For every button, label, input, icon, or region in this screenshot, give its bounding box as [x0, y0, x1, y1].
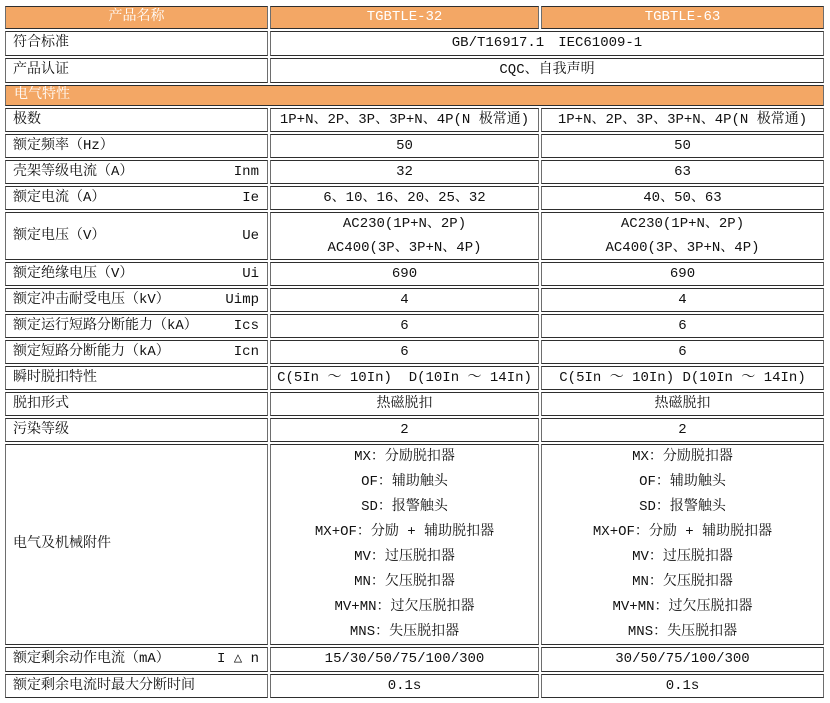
residual-current-value-a-cell — [270, 647, 539, 672]
impulse-voltage-value-a-cell — [270, 288, 539, 312]
tripping-type-value-a: 热磁脱扣 — [376, 395, 433, 412]
accessory-a-sd: SD：报警触头 — [361, 498, 448, 515]
accessory-b-mx-of: MX+OF：分励 + 辅助脱扣器 — [592, 523, 773, 540]
rated-current-label: 额定电流（A） — [13, 189, 106, 206]
max-breaking-time-value-b: 0.1s — [665, 677, 700, 694]
rated-voltage-label-cell — [5, 212, 268, 260]
row-service-breaking-capacity — [5, 314, 824, 338]
row-max-breaking-time — [5, 674, 824, 698]
frame-current-value-a-cell — [270, 160, 539, 184]
ultimate-breaking-value-a-cell — [270, 340, 539, 364]
accessories-label-cell — [5, 444, 268, 645]
residual-current-label: 额定剩余动作电流（mA） — [13, 651, 170, 668]
ultimate-breaking-value-b: 6 — [678, 343, 687, 360]
accessory-a-of: OF：辅助触头 — [361, 473, 448, 490]
section-electrical-characteristics — [5, 85, 824, 106]
accessories-value-b-cell — [541, 444, 824, 645]
instantaneous-tripping-value-b-cell — [541, 366, 824, 390]
service-breaking-value-b-cell — [541, 314, 824, 338]
accessory-b-sd: SD：报警触头 — [639, 498, 726, 515]
rated-voltage-value-a-cell — [270, 212, 539, 260]
impulse-voltage-label: 额定冲击耐受电压（kV） — [13, 291, 170, 308]
accessories-label: 电气及机械附件 — [13, 536, 111, 553]
rated-voltage-value-a-line1: AC230(1P+N、2P) — [342, 216, 467, 232]
row-rated-current — [5, 186, 824, 210]
accessory-a-mv-mn: MV+MN：过欠压脱扣器 — [334, 598, 475, 615]
instantaneous-tripping-value-a: C(5In ～ 10In) D(10In ～ 14In) — [277, 369, 532, 386]
pollution-degree-value-b: 2 — [678, 421, 687, 438]
rated-current-value-a-cell — [270, 186, 539, 210]
frequency-value-a: 50 — [396, 137, 413, 154]
insulation-voltage-value-a: 690 — [391, 265, 418, 282]
poles-value-b-cell — [541, 108, 824, 132]
accessory-a-mns: MNS：失压脱扣器 — [349, 623, 460, 640]
accessory-a-mv: MV：过压脱扣器 — [354, 548, 455, 565]
accessory-a-mx-of: MX+OF：分励 + 辅助脱扣器 — [314, 523, 495, 540]
instantaneous-tripping-value-b: C(5In ～ 10In) D(10In ～ 14In) — [559, 369, 806, 386]
poles-value-a: 1P+N、2P、3P、3P+N、4P(N 极常通) — [279, 111, 530, 128]
frame-current-label: 壳架等级电流（A） — [13, 163, 134, 180]
frequency-label-cell — [5, 134, 268, 158]
rated-voltage-value-a-line2: AC400(3P、3P+N、4P) — [327, 240, 482, 256]
ultimate-breaking-label-cell — [5, 340, 268, 364]
pollution-degree-label: 污染等级 — [13, 421, 69, 438]
insulation-voltage-value-a-cell — [270, 262, 539, 286]
section-band-cell — [5, 85, 824, 106]
service-breaking-value-b: 6 — [678, 317, 687, 334]
row-residual-operating-current — [5, 647, 824, 672]
frame-current-value-b: 63 — [674, 163, 691, 180]
row-impulse-voltage — [5, 288, 824, 312]
pollution-degree-label-cell — [5, 418, 268, 442]
max-breaking-time-label: 额定剩余电流时最大分断时间 — [13, 677, 195, 694]
instantaneous-tripping-label: 瞬时脱扣特性 — [13, 369, 97, 386]
frequency-value-a-cell — [270, 134, 539, 158]
service-breaking-value-a-cell — [270, 314, 539, 338]
poles-label-cell — [5, 108, 268, 132]
ultimate-breaking-label: 额定短路分断能力（kA） — [13, 343, 170, 360]
frame-current-label-cell — [5, 160, 268, 184]
insulation-voltage-symbol: Ui — [242, 265, 259, 282]
frame-current-symbol: Inm — [233, 163, 259, 180]
pollution-degree-value-a: 2 — [400, 421, 409, 438]
tripping-type-label: 脱扣形式 — [13, 395, 69, 412]
spec-table — [5, 6, 824, 698]
impulse-voltage-label-cell — [5, 288, 268, 312]
impulse-voltage-value-a: 4 — [400, 291, 409, 308]
max-breaking-time-value-a-cell — [270, 674, 539, 698]
rated-voltage-value-b-line1: AC230(1P+N、2P) — [620, 216, 745, 232]
certification-value: CQC、自我声明 — [499, 62, 595, 79]
frame-current-value-b-cell — [541, 160, 824, 184]
residual-current-value-b: 30/50/75/100/300 — [615, 651, 750, 668]
frame-current-value-a: 32 — [396, 163, 413, 180]
accessory-b-of: OF：辅助触头 — [639, 473, 726, 490]
residual-current-value-b-cell — [541, 647, 824, 672]
header-model-b-label: TGBTLE-63 — [644, 9, 721, 26]
max-breaking-time-value-b-cell — [541, 674, 824, 698]
accessory-b-mx: MX：分励脱扣器 — [632, 448, 733, 465]
row-poles — [5, 108, 824, 132]
tripping-type-label-cell — [5, 392, 268, 416]
frequency-value-b-cell — [541, 134, 824, 158]
rated-voltage-label: 额定电压（V） — [13, 227, 106, 244]
poles-value-b: 1P+N、2P、3P、3P+N、4P(N 极常通) — [557, 111, 808, 128]
header-product-name — [5, 6, 268, 29]
row-instantaneous-tripping — [5, 366, 824, 390]
rated-current-symbol: Ie — [242, 189, 259, 206]
instantaneous-tripping-label-cell — [5, 366, 268, 390]
standards-value-cell — [270, 31, 824, 56]
insulation-voltage-value-b: 690 — [669, 265, 696, 282]
row-pollution-degree — [5, 418, 824, 442]
frequency-value-b: 50 — [674, 137, 691, 154]
header-model-tgbtle63 — [541, 6, 824, 29]
accessory-b-mv-mn: MV+MN：过欠压脱扣器 — [612, 598, 753, 615]
service-breaking-symbol: Ics — [233, 317, 259, 334]
residual-current-value-a: 15/30/50/75/100/300 — [324, 651, 485, 668]
certification-label: 产品认证 — [13, 62, 69, 79]
pollution-degree-value-a-cell — [270, 418, 539, 442]
standards-value: GB/T16917.1 IEC61009-1 — [451, 35, 643, 52]
impulse-voltage-symbol: Uimp — [225, 291, 259, 308]
row-insulation-voltage — [5, 262, 824, 286]
certification-value-cell — [270, 58, 824, 83]
accessory-a-mx: MX：分励脱扣器 — [354, 448, 455, 465]
header-model-a-label: TGBTLE-32 — [366, 9, 443, 26]
max-breaking-time-value-a: 0.1s — [387, 677, 422, 694]
residual-current-label-cell — [5, 647, 268, 672]
ultimate-breaking-symbol: Icn — [233, 343, 259, 360]
accessory-a-mn: MN：欠压脱扣器 — [354, 573, 455, 590]
service-breaking-label-cell — [5, 314, 268, 338]
impulse-voltage-value-b-cell — [541, 288, 824, 312]
section-title: 电气特性 — [14, 87, 70, 104]
row-certification — [5, 58, 824, 83]
residual-current-symbol: I △ n — [216, 651, 259, 668]
frequency-label: 额定频率（Hz） — [13, 137, 114, 154]
rated-current-value-b-cell — [541, 186, 824, 210]
pollution-degree-value-b-cell — [541, 418, 824, 442]
service-breaking-label: 额定运行短路分断能力（kA） — [13, 317, 198, 334]
service-breaking-value-a: 6 — [400, 317, 409, 334]
row-tripping-type — [5, 392, 824, 416]
row-ultimate-breaking-capacity — [5, 340, 824, 364]
rated-current-label-cell — [5, 186, 268, 210]
tripping-type-value-b-cell — [541, 392, 824, 416]
table-header-row — [5, 6, 824, 29]
accessory-b-mns: MNS：失压脱扣器 — [627, 623, 738, 640]
row-accessories — [5, 444, 824, 645]
row-frame-current — [5, 160, 824, 184]
row-rated-frequency — [5, 134, 824, 158]
tripping-type-value-b: 热磁脱扣 — [654, 395, 711, 412]
accessories-value-a-cell — [270, 444, 539, 645]
rated-voltage-value-b-line2: AC400(3P、3P+N、4P) — [605, 240, 760, 256]
rated-current-value-b: 40、50、63 — [643, 189, 722, 206]
insulation-voltage-value-b-cell — [541, 262, 824, 286]
ultimate-breaking-value-a: 6 — [400, 343, 409, 360]
tripping-type-value-a-cell — [270, 392, 539, 416]
ultimate-breaking-value-b-cell — [541, 340, 824, 364]
rated-current-value-a: 6、10、16、20、25、32 — [323, 189, 486, 206]
rated-voltage-symbol: Ue — [242, 227, 259, 244]
header-model-tgbtle32 — [270, 6, 539, 29]
row-rated-voltage — [5, 212, 824, 260]
insulation-voltage-label: 额定绝缘电压（V） — [13, 265, 134, 282]
standards-label-cell — [5, 31, 268, 56]
accessory-b-mn: MN：欠压脱扣器 — [632, 573, 733, 590]
poles-value-a-cell — [270, 108, 539, 132]
instantaneous-tripping-value-a-cell — [270, 366, 539, 390]
insulation-voltage-label-cell — [5, 262, 268, 286]
impulse-voltage-value-b: 4 — [678, 291, 687, 308]
poles-label: 极数 — [13, 111, 41, 128]
certification-label-cell — [5, 58, 268, 83]
header-product-name-label: 产品名称 — [108, 9, 165, 26]
row-standards — [5, 31, 824, 56]
standards-label: 符合标准 — [13, 35, 69, 52]
rated-voltage-value-b-cell — [541, 212, 824, 260]
accessory-b-mv: MV：过压脱扣器 — [632, 548, 733, 565]
max-breaking-time-label-cell — [5, 674, 268, 698]
